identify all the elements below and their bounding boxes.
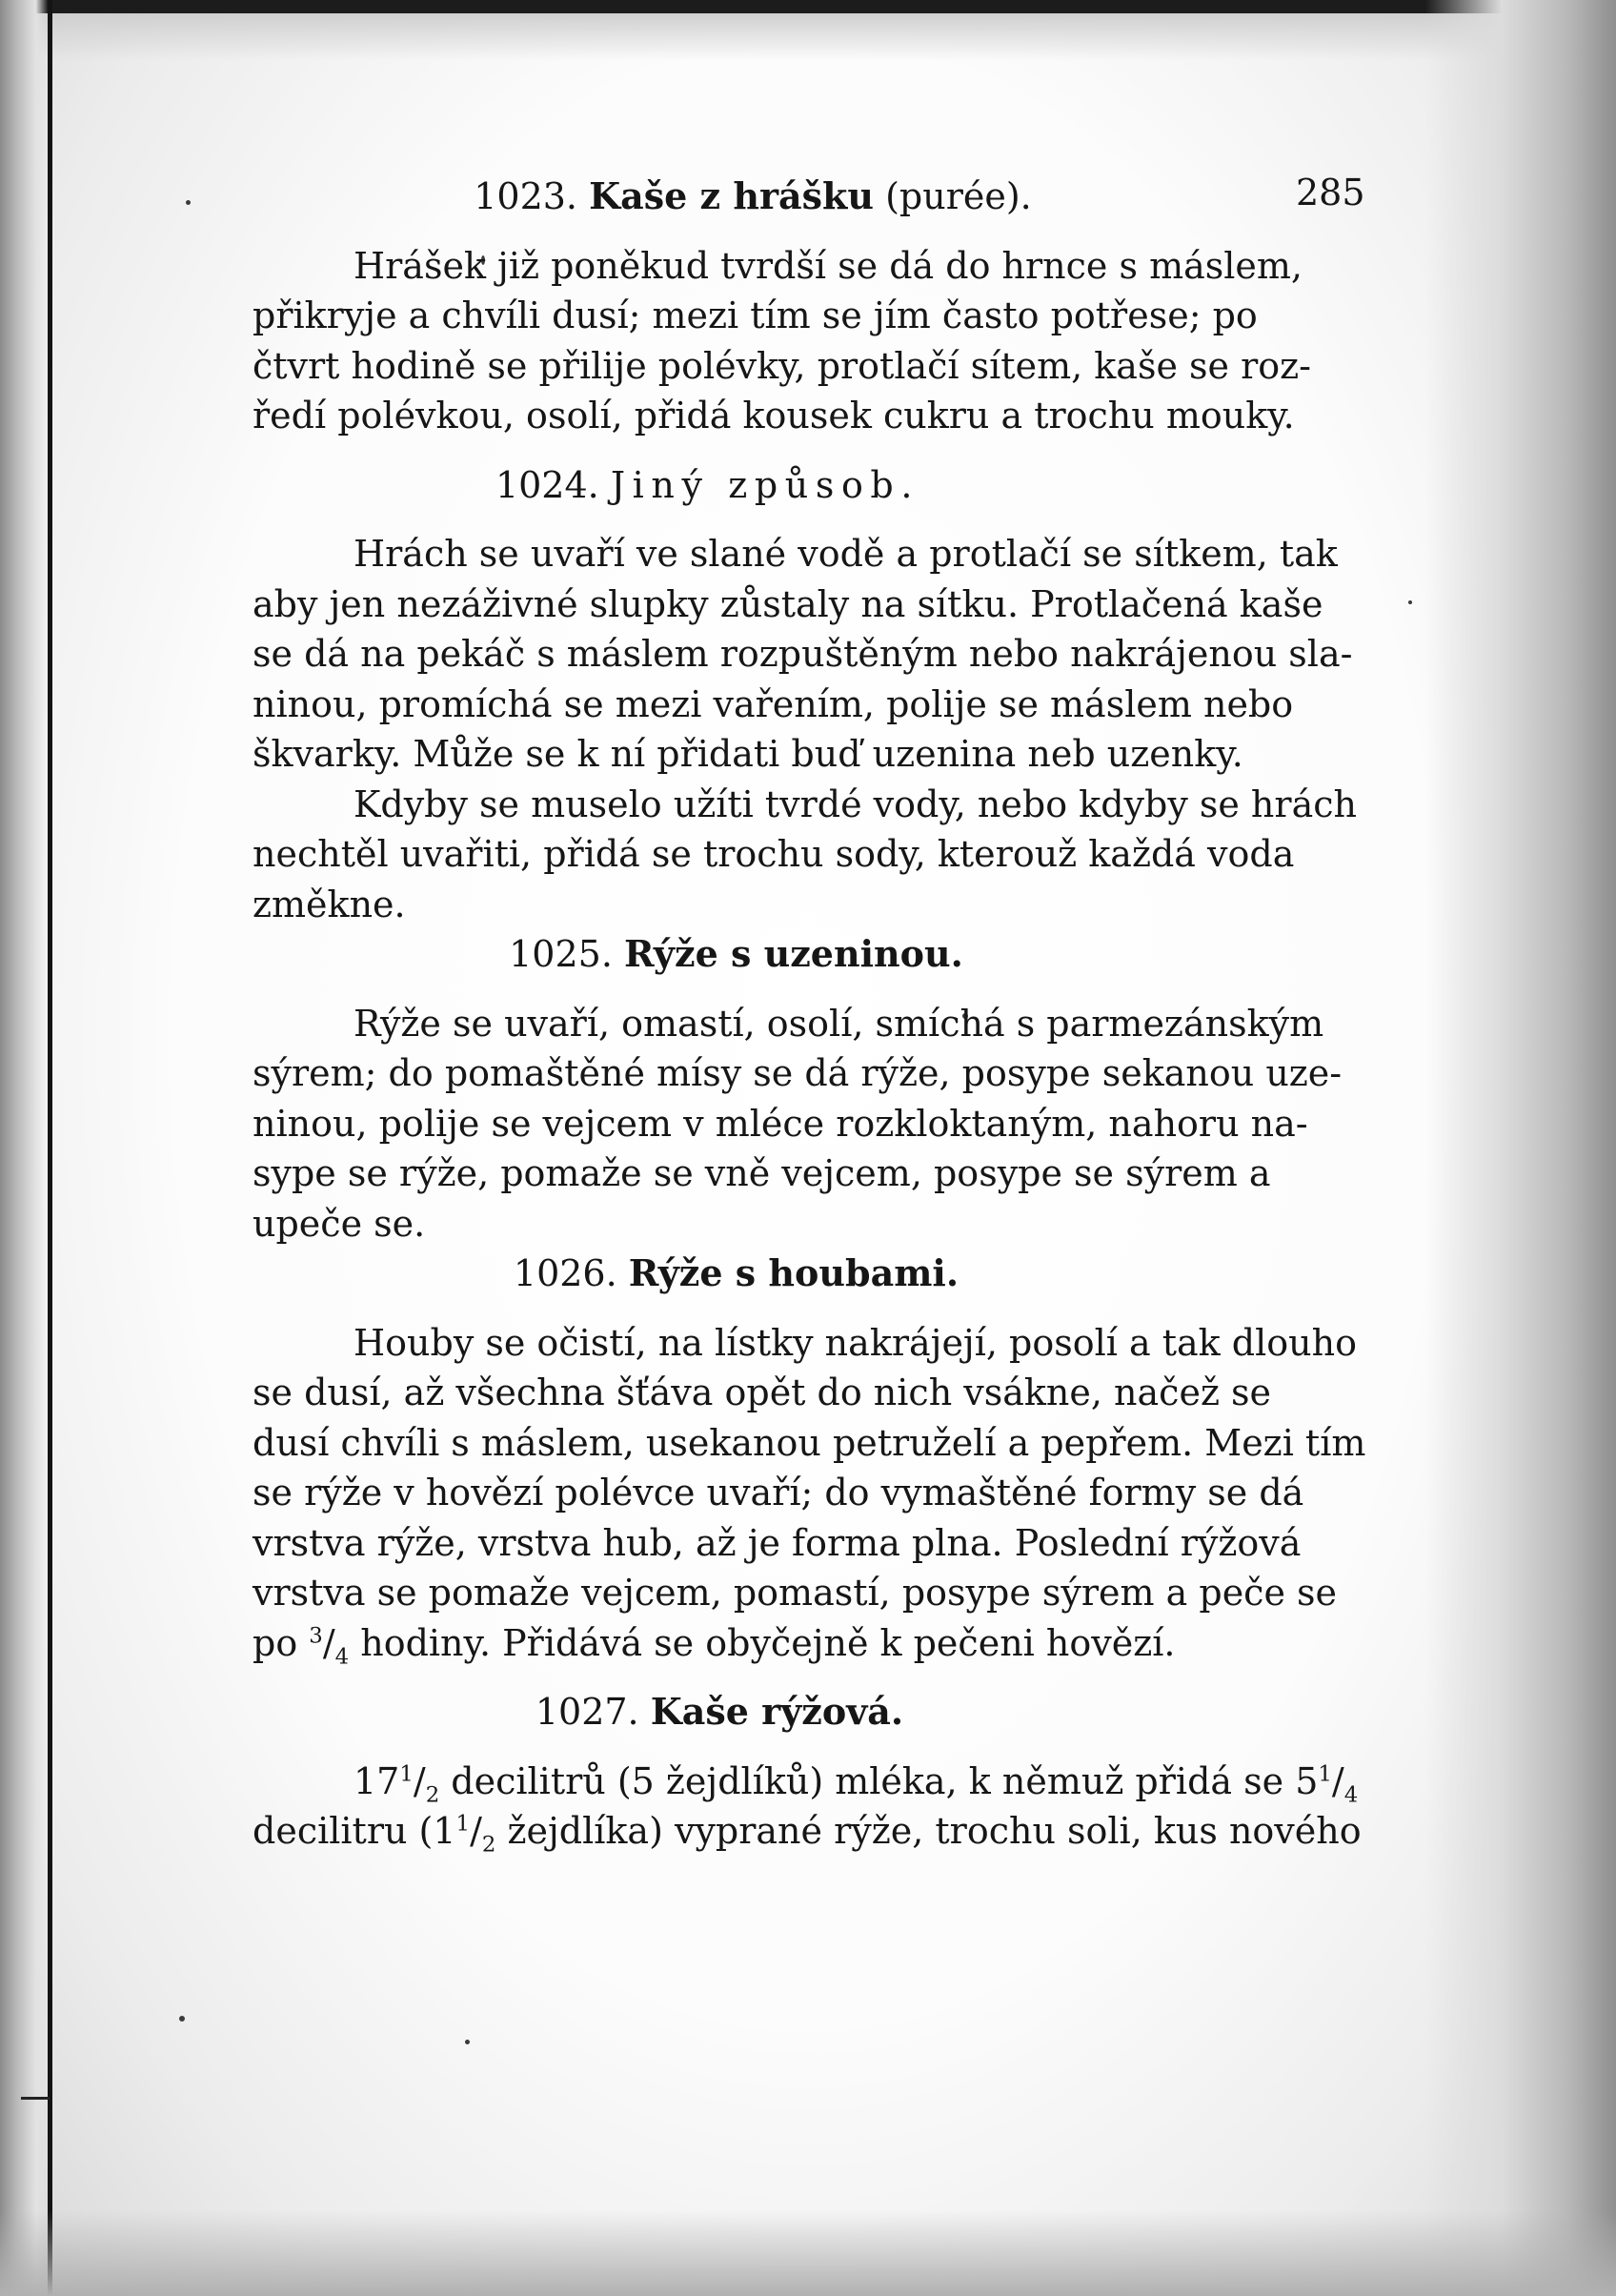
recipe-number: 1026. [513, 1252, 617, 1294]
print-speck [465, 2040, 470, 2044]
page-number: 285 [1296, 172, 1365, 213]
binding-mark [21, 2097, 50, 2100]
recipe-heading-1023 [252, 172, 1363, 222]
text-line: dusí chvíli s máslem, usekanou petruželí a pepřem. Mezi tím [252, 1421, 1366, 1464]
scan-left-shadow [0, 0, 48, 2296]
text-line: nechtěl uvařiti, přidá se trochu sody, kterouž každá voda [252, 833, 1295, 875]
fraction-denominator: 4 [334, 1644, 350, 1670]
fraction-denominator: 4 [1343, 1782, 1359, 1808]
text-line: Rýže se uvaří, omastí, osolí, smíchá s parmezánským [354, 1002, 1324, 1045]
recipe-heading-1027 [252, 1687, 1363, 1737]
scan-right-shadow [1425, 0, 1616, 2296]
text-line: Houby se očistí, na lístky nakrájejí, posolí a tak dlouho [354, 1321, 1357, 1364]
recipe-heading-1025 [252, 929, 1363, 980]
fraction-slash: / [322, 1621, 335, 1664]
fraction-numerator: 3 [309, 1622, 323, 1648]
text-line: vrstva se pomaže vejcem, pomastí, posype sýrem a peče se [252, 1572, 1338, 1614]
recipe-title-suffix: (purée). [885, 175, 1032, 217]
recipe-heading-1024 [252, 460, 1363, 511]
text-line: čtvrt hodině se přilije polévky, protlačí sítem, kaše se roz- [252, 344, 1311, 387]
text-fragment: hodiny. Přidává se obyčejně k pečeni hovězí. [349, 1621, 1176, 1664]
text-line: se rýže v hovězí polévce uvaří; do vymaštěné formy se dá [252, 1472, 1304, 1514]
text-line: ředí polévkou, osolí, přidá kousek cukru a trochu mouky. [252, 395, 1295, 437]
fraction-denominator: 2 [481, 1832, 496, 1858]
text-fragment: po [252, 1621, 310, 1664]
fraction-numerator: 1 [399, 1760, 414, 1786]
text-fragment: decilitru (1 [252, 1810, 456, 1852]
text-line: se dá na pekáč s máslem rozpuštěným nebo nakrájenou sla- [252, 633, 1353, 675]
text-line: vrstva rýže, vrstva hub, až je forma plna. Poslední rýžová [252, 1521, 1302, 1564]
recipe-number: 1024. [495, 463, 599, 506]
scan-left-border [48, 0, 52, 2296]
scan-bottom-shadow [0, 2210, 1616, 2296]
page-text [252, 172, 1366, 1858]
recipe-title: Rýže s uzeninou. [624, 932, 963, 975]
text-line: ninou, promíchá se mezi vařením, polije se máslem nebo [252, 682, 1294, 725]
text-line: sype se rýže, pomaže se vně vejcem, posype se sýrem a [252, 1152, 1271, 1194]
text-line: decilitru ($1^1/_2$ žejdlíka) vyprané rýže, trochu soli, kus nového [252, 1810, 1362, 1858]
recipe-number: 1027. [535, 1691, 639, 1733]
text-line: škvarky. Může se k ní přidati buď uzenina neb uzenky. [252, 733, 1243, 775]
text-fragment: decilitrů (5 žejdlíků) mléka, k němuž přidá se 5 [439, 1759, 1319, 1802]
text-line: Hrách se uvaří ve slané vodě a protlačí se sítkem, tak [354, 533, 1338, 575]
text-line: sýrem; do pomaštěné mísy se dá rýže, posype sekanou uze- [252, 1052, 1343, 1094]
print-speck [186, 200, 191, 205]
recipe-number: 1025. [509, 933, 613, 975]
recipe-title: Kaše rýžová. [650, 1690, 904, 1733]
recipe-title: Kaše z hrášku [589, 174, 874, 217]
fraction-denominator: 2 [425, 1782, 440, 1808]
scan-top-shadow [0, 13, 1616, 61]
text-fragment: 17 [354, 1759, 400, 1802]
text-line: Kdyby se muselo užíti tvrdé vody, nebo kdyby se hrách [354, 782, 1357, 825]
text-line: se dusí, až všechna šťáva opět do nich vsákne, načež se [252, 1372, 1272, 1413]
fraction-numerator: 1 [455, 1811, 471, 1837]
text-line: přikryje a chvíli dusí; mezi tím se jím často potřese; po [252, 295, 1258, 336]
print-speck [1408, 600, 1412, 604]
text-line: změkne. [252, 883, 406, 925]
text-line: Hrášek již poněkud tvrdší se dá do hrnce s máslem, [354, 244, 1303, 287]
recipe-heading-1026 [252, 1249, 1363, 1299]
recipe-title: Jiný způsob. [610, 463, 920, 506]
print-speck [179, 2016, 185, 2022]
recipe-number: 1023. [474, 175, 578, 217]
scan-top-border [0, 0, 1616, 13]
text-line: ninou, polije se vejcem v mléce rozkloktaným, nahoru na- [252, 1102, 1308, 1145]
text-line [252, 1618, 1363, 1669]
recipe-title: Rýže s houbami. [628, 1251, 960, 1294]
fraction-numerator: 1 [1318, 1760, 1332, 1786]
text-line: $17^1/_2$ decilitrů (5 žejdlíků) mléka, k němuž přidá se $5^1/_4$ [354, 1759, 1359, 1808]
text-fragment: žejdlíka) vyprané rýže, trochu soli, kus nového [495, 1810, 1362, 1852]
text-line: aby jen nezáživné slupky zůstaly na sítku. Protlačená kaše [252, 582, 1323, 625]
text-line: upeče se. [252, 1202, 426, 1245]
